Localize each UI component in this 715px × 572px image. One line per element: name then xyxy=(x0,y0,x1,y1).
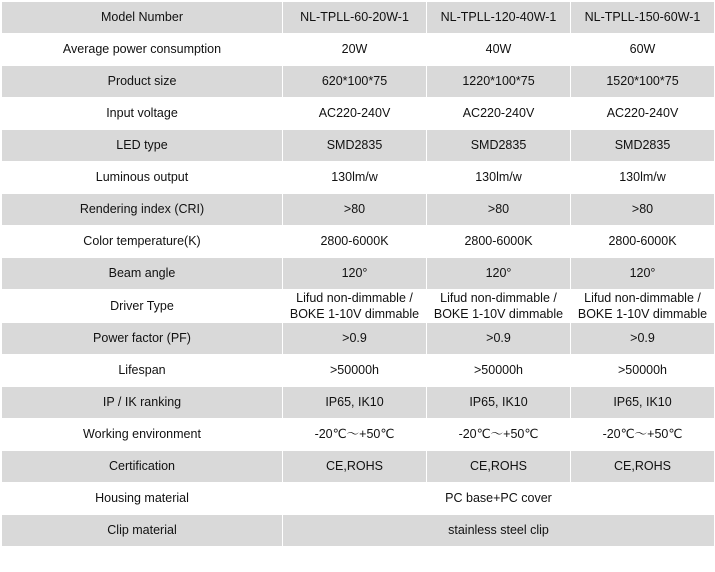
cell-value: >80 xyxy=(427,194,571,226)
cell-value: IP65, IK10 xyxy=(283,387,427,419)
merged-cell-value: PC base+PC cover xyxy=(283,483,715,515)
table-row xyxy=(2,226,715,258)
cell-value: 130lm/w xyxy=(571,162,715,194)
table-row xyxy=(2,66,715,98)
cell-value: IP65, IK10 xyxy=(571,387,715,419)
cell-line: BOKE 1-10V dimmable xyxy=(289,307,420,321)
row-label: LED type xyxy=(2,130,283,162)
cell-value: >50000h xyxy=(283,355,427,387)
row-label: Driver Type xyxy=(2,290,283,323)
cell-value: >80 xyxy=(571,194,715,226)
cell-value: >0.9 xyxy=(283,323,427,355)
cell-value: AC220-240V xyxy=(427,98,571,130)
cell-value: 60W xyxy=(571,34,715,66)
cell-value: 1220*100*75 xyxy=(427,66,571,98)
cell-value: SMD2835 xyxy=(427,130,571,162)
cell-value: 620*100*75 xyxy=(283,66,427,98)
cell-value: 120° xyxy=(427,258,571,290)
cell-line: Lifud non-dimmable / xyxy=(584,291,701,305)
cell-value: 120° xyxy=(571,258,715,290)
row-label: Clip material xyxy=(2,515,283,547)
row-label: Housing material xyxy=(2,483,283,515)
table-row xyxy=(2,419,715,451)
table-row xyxy=(2,98,715,130)
row-label: Beam angle xyxy=(2,258,283,290)
cell-value: 2800-6000K xyxy=(571,226,715,258)
row-label: Average power consumption xyxy=(2,34,283,66)
table-row xyxy=(2,290,715,323)
table-row xyxy=(2,355,715,387)
cell-value: >0.9 xyxy=(571,323,715,355)
row-label: Rendering index (CRI) xyxy=(2,194,283,226)
cell-value: CE,ROHS xyxy=(571,451,715,483)
table-row xyxy=(2,323,715,355)
row-label: Power factor (PF) xyxy=(2,323,283,355)
row-label: IP / IK ranking xyxy=(2,387,283,419)
cell-value: 20W xyxy=(283,34,427,66)
cell-value: >0.9 xyxy=(427,323,571,355)
cell-value: 1520*100*75 xyxy=(571,66,715,98)
row-label: Color temperature(K) xyxy=(2,226,283,258)
cell-value: SMD2835 xyxy=(283,130,427,162)
cell-line: BOKE 1-10V dimmable xyxy=(577,307,708,321)
cell-value: >80 xyxy=(283,194,427,226)
cell-value: CE,ROHS xyxy=(283,451,427,483)
table-row xyxy=(2,483,715,515)
cell-value: >50000h xyxy=(571,355,715,387)
row-label: Working environment xyxy=(2,419,283,451)
table-row xyxy=(2,194,715,226)
cell-line: Lifud non-dimmable / xyxy=(440,291,557,305)
model-name: NL-TPLL-60-20W-1 xyxy=(283,2,427,34)
table-row xyxy=(2,451,715,483)
table-row xyxy=(2,258,715,290)
row-label: Input voltage xyxy=(2,98,283,130)
cell-value xyxy=(571,290,715,323)
cell-value: 130lm/w xyxy=(427,162,571,194)
row-label: Lifespan xyxy=(2,355,283,387)
cell-value: -20℃～+50℃ xyxy=(571,419,715,451)
cell-line: Lifud non-dimmable / xyxy=(296,291,413,305)
table-row xyxy=(2,2,715,34)
cell-value: AC220-240V xyxy=(571,98,715,130)
model-name: NL-TPLL-120-40W-1 xyxy=(427,2,571,34)
row-label: Model Number xyxy=(2,2,283,34)
cell-value: 120° xyxy=(283,258,427,290)
table-row xyxy=(2,162,715,194)
cell-value: AC220-240V xyxy=(283,98,427,130)
cell-value: SMD2835 xyxy=(571,130,715,162)
spec-table xyxy=(1,1,715,547)
row-label: Certification xyxy=(2,451,283,483)
table-row xyxy=(2,387,715,419)
table-row xyxy=(2,515,715,547)
cell-value: -20℃～+50℃ xyxy=(427,419,571,451)
cell-value xyxy=(427,290,571,323)
table-row xyxy=(2,34,715,66)
model-name: NL-TPLL-150-60W-1 xyxy=(571,2,715,34)
cell-value: 130lm/w xyxy=(283,162,427,194)
cell-value: >50000h xyxy=(427,355,571,387)
table-row xyxy=(2,130,715,162)
row-label: Luminous output xyxy=(2,162,283,194)
cell-value: 2800-6000K xyxy=(427,226,571,258)
cell-value xyxy=(283,290,427,323)
row-label: Product size xyxy=(2,66,283,98)
cell-value: 2800-6000K xyxy=(283,226,427,258)
cell-line: BOKE 1-10V dimmable xyxy=(433,307,564,321)
cell-value: IP65, IK10 xyxy=(427,387,571,419)
cell-value: 40W xyxy=(427,34,571,66)
cell-value: CE,ROHS xyxy=(427,451,571,483)
merged-cell-value: stainless steel clip xyxy=(283,515,715,547)
cell-value: -20℃～+50℃ xyxy=(283,419,427,451)
